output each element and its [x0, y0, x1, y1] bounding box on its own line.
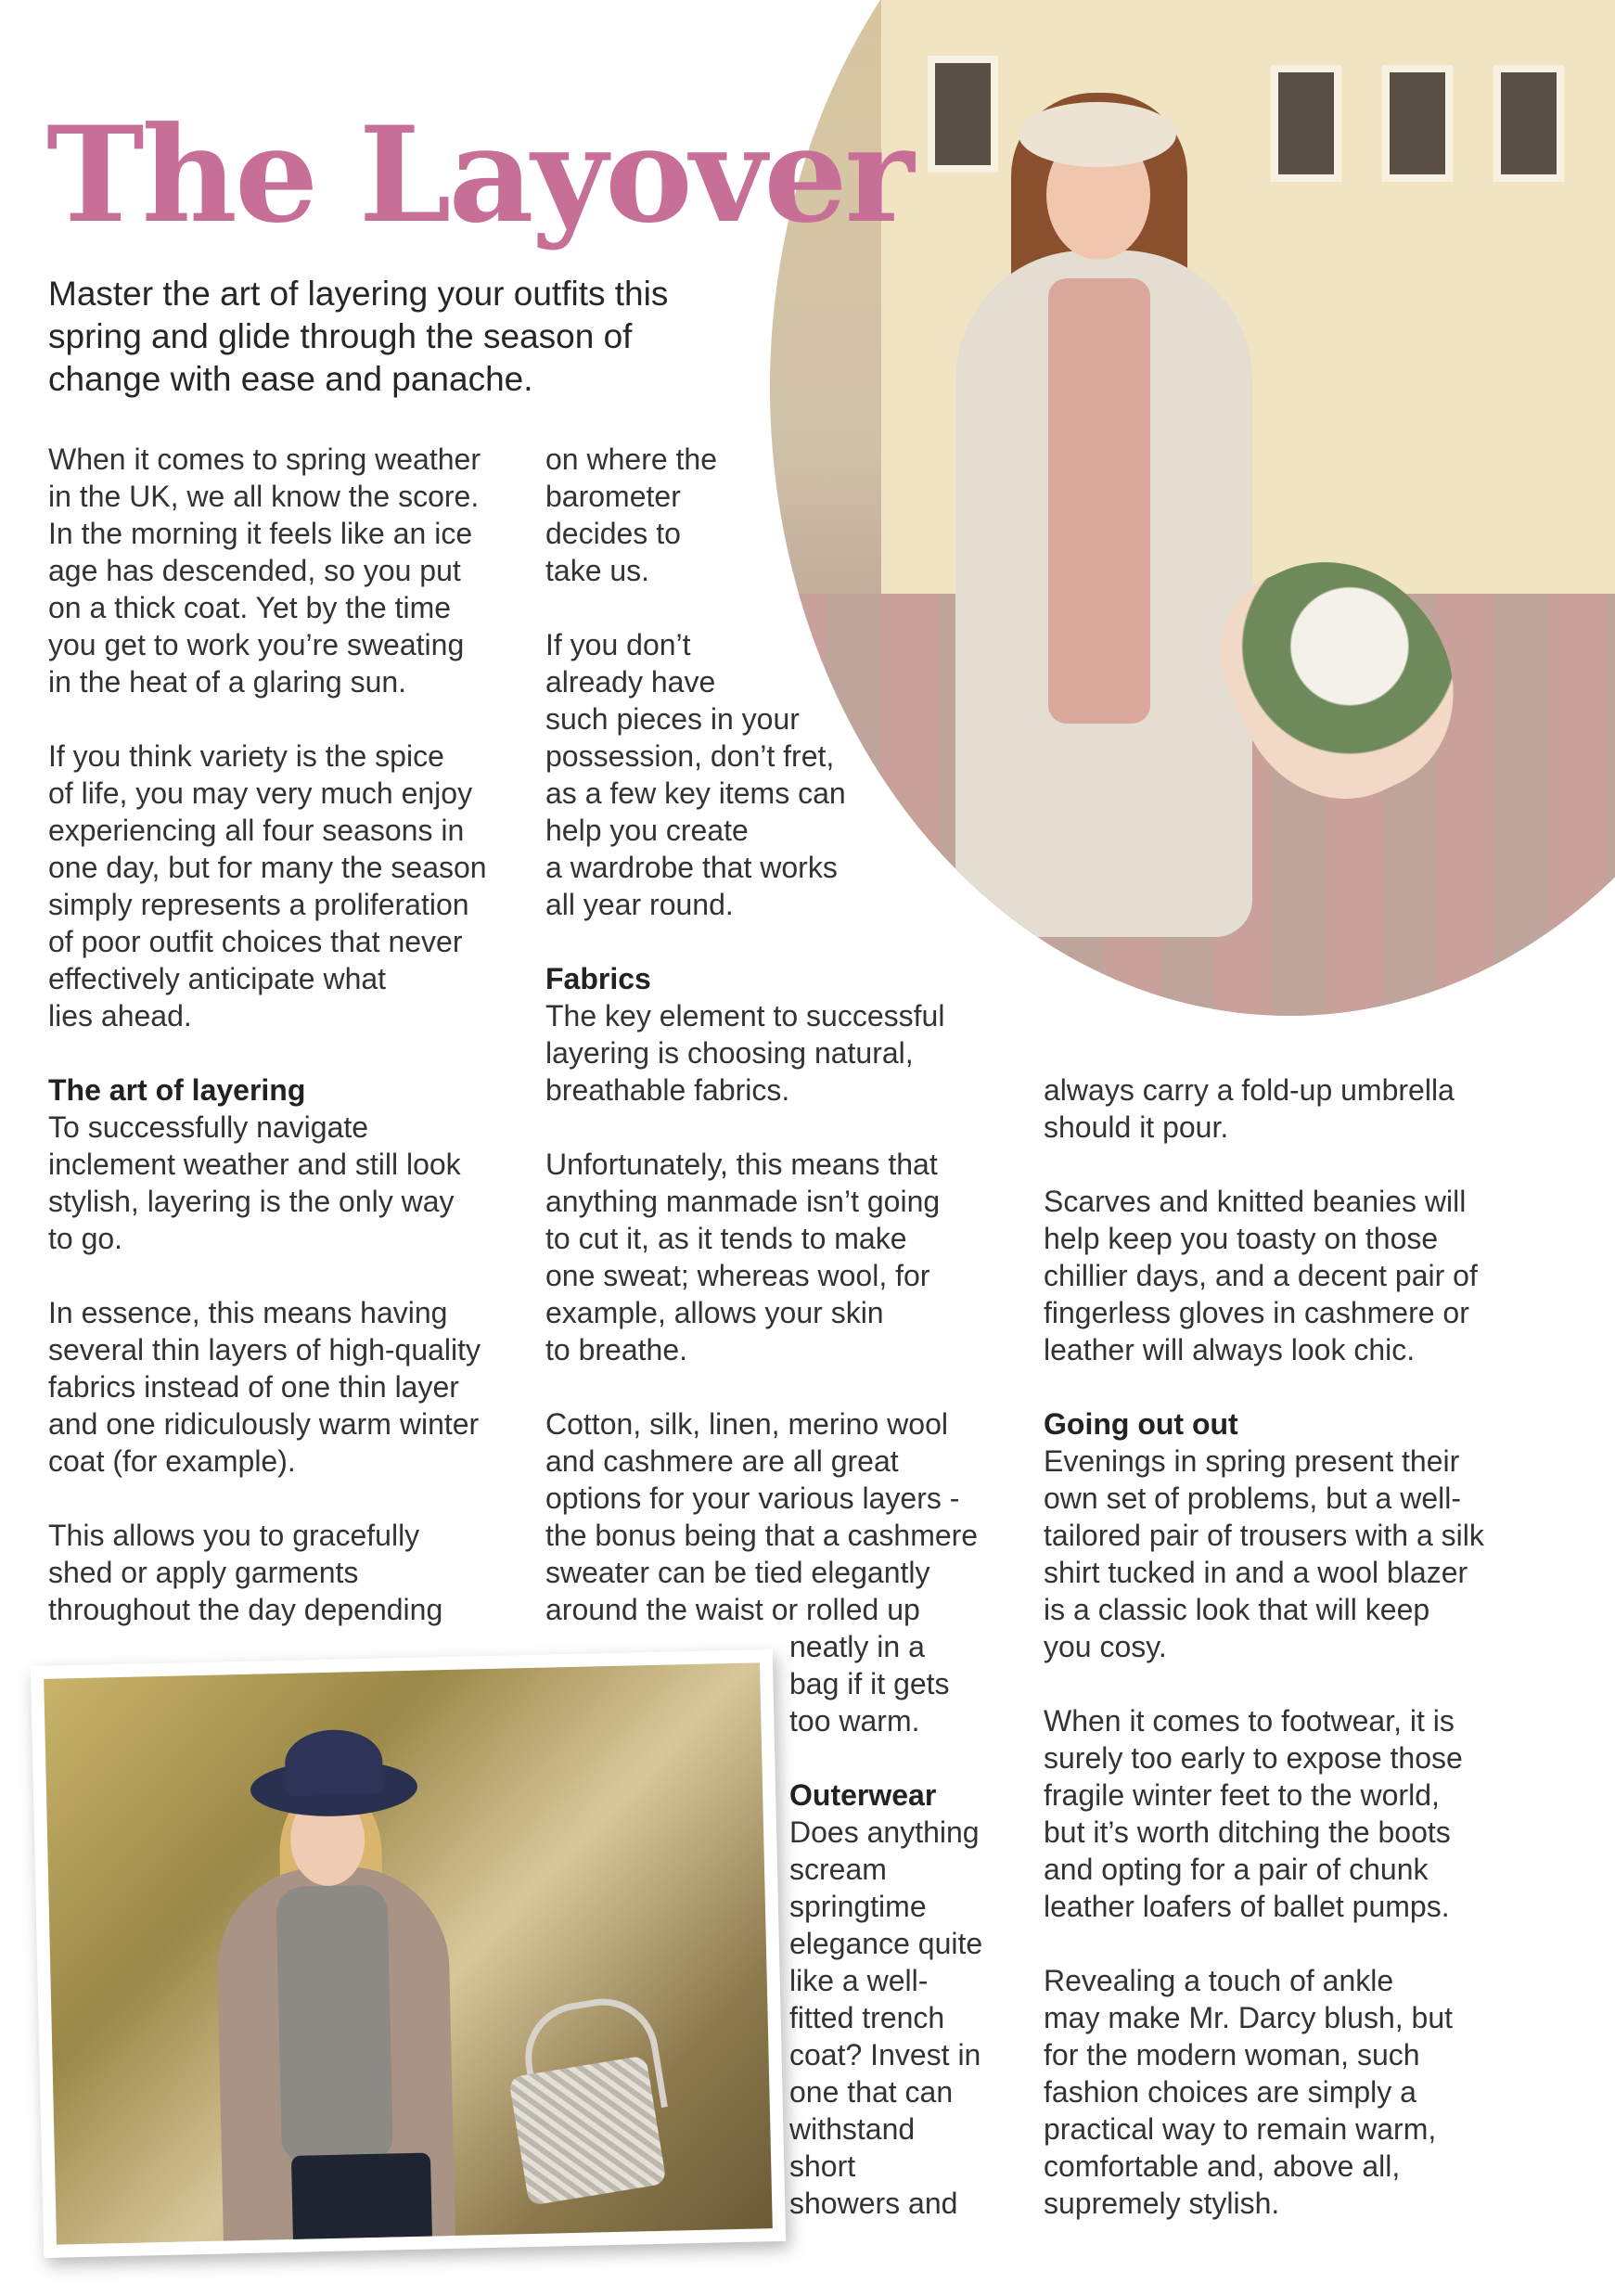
column-1	[48, 441, 531, 1665]
text-line: shirt tucked in and a wool blazer	[1044, 1556, 1468, 1589]
text-line: Unfortunately, this means that	[545, 1148, 938, 1181]
article-title: The Layover	[46, 98, 912, 252]
woman-shirt	[1048, 278, 1150, 724]
beret	[1019, 102, 1176, 167]
section-heading: Going out out	[1044, 1407, 1238, 1441]
text-line: to breathe.	[545, 1333, 687, 1366]
column-2	[545, 441, 1028, 1665]
text-line: coat (for example).	[48, 1444, 296, 1478]
text-line: you cosy.	[1044, 1630, 1167, 1663]
paragraph	[1044, 1962, 1582, 2222]
text-line: In the morning it feels like an ice	[48, 517, 473, 550]
text-line: in the heat of a glaring sun.	[48, 665, 407, 699]
text-line: Cotton, silk, linen, merino wool	[545, 1407, 948, 1441]
trousers	[291, 2153, 433, 2245]
text-line: to go.	[48, 1222, 123, 1255]
sweater	[276, 1884, 393, 2165]
text-line: for the modern woman, such	[1044, 2038, 1420, 2072]
text-line: help you create	[545, 814, 749, 847]
text-line: anything manmade isn’t going	[545, 1185, 941, 1218]
paragraph	[1044, 1183, 1582, 1368]
text-line: withstand	[789, 2112, 916, 2146]
text-line: In essence, this means having	[48, 1296, 448, 1329]
text-line: inclement weather and still look	[48, 1148, 461, 1181]
standfirst-line: Master the art of layering your outfits this	[48, 275, 669, 313]
text-line: of life, you may very much enjoy	[48, 776, 473, 810]
text-line: Scarves and knitted beanies will	[1044, 1185, 1467, 1218]
text-line: throughout the day depending	[48, 1593, 443, 1626]
text-line: in the UK, we all know the score.	[48, 480, 480, 513]
column-3	[1044, 1071, 1582, 2259]
text-line: too warm.	[789, 1704, 920, 1738]
text-line: the bonus being that a cashmere	[545, 1519, 979, 1552]
text-line: stylish, layering is the only way	[48, 1185, 455, 1218]
text-line: on a thick coat. Yet by the time	[48, 591, 452, 624]
text-line: such pieces in your	[545, 702, 800, 736]
text-line: help keep you toasty on those	[1044, 1222, 1439, 1255]
text-line: and cashmere are all great	[545, 1444, 899, 1478]
text-line: to cut it, as it tends to make	[545, 1222, 907, 1255]
text-line: surely too early to expose those	[1044, 1741, 1463, 1775]
text-line: Does anything	[789, 1815, 980, 1849]
text-line: possession, don’t fret,	[545, 739, 835, 773]
text-line: fabrics instead of one thin layer	[48, 1370, 459, 1404]
text-line: Evenings in spring present their	[1044, 1444, 1460, 1478]
text-line: breathable fabrics.	[545, 1073, 790, 1107]
text-line: options for your various layers -	[545, 1481, 960, 1515]
standfirst-line: spring and glide through the season of	[48, 317, 633, 355]
text-line: chillier days, and a decent pair of	[1044, 1259, 1478, 1292]
paragraph	[48, 1294, 531, 1480]
text-line: age has descended, so you put	[48, 554, 461, 587]
text-line: The key element to successful	[545, 999, 945, 1033]
text-line: as a few key items can	[545, 776, 846, 810]
text-line: practical way to remain warm,	[1044, 2112, 1437, 2146]
text-line: decides to	[545, 517, 681, 550]
text-line: coat? Invest in	[789, 2038, 981, 2072]
text-line: barometer	[545, 480, 681, 513]
text-line: springtime	[789, 1890, 927, 1923]
text-line: neatly in a	[789, 1630, 925, 1663]
paragraph	[48, 441, 531, 700]
text-line: own set of problems, but a well-	[1044, 1481, 1461, 1515]
window	[1493, 65, 1564, 182]
window	[1271, 65, 1341, 182]
text-line: If you think variety is the spice	[48, 739, 444, 773]
text-line: shed or apply garments	[48, 1556, 359, 1589]
text-line: fingerless gloves in cashmere or	[1044, 1296, 1469, 1329]
text-line: simply represents a proliferation	[48, 888, 469, 921]
trench-coat-photo	[31, 1649, 786, 2258]
section-heading: The art of layering	[48, 1073, 306, 1107]
paragraph	[789, 1814, 1012, 2222]
paragraph	[1044, 1702, 1582, 1925]
text-line: fragile winter feet to the world,	[1044, 1778, 1440, 1812]
text-line: Revealing a touch of ankle	[1044, 1964, 1394, 1997]
text-line: scream	[789, 1853, 887, 1886]
text-line: is a classic look that will keep	[1044, 1593, 1430, 1626]
paragraph	[1044, 1443, 1582, 1665]
text-line: on where the	[545, 443, 718, 476]
text-line: effectively anticipate what	[48, 962, 387, 995]
paragraph	[48, 1517, 531, 1628]
standfirst-line: change with ease and panache.	[48, 360, 533, 398]
text-line: but it’s worth ditching the boots	[1044, 1815, 1451, 1849]
text-line: leather will always look chic.	[1044, 1333, 1416, 1366]
text-line: a wardrobe that works	[545, 851, 838, 884]
text-line: lies ahead.	[48, 999, 192, 1033]
text-line: should it pour.	[1044, 1110, 1229, 1144]
basket	[508, 2055, 667, 2205]
text-line: all year round.	[545, 888, 734, 921]
text-line: and opting for a pair of chunk	[1044, 1853, 1429, 1886]
text-line: comfortable and, above all,	[1044, 2149, 1401, 2183]
text-line: sweater can be tied elegantly	[545, 1556, 930, 1589]
text-line: leather loafers of ballet pumps.	[1044, 1890, 1450, 1923]
text-line: already have	[545, 665, 716, 699]
text-line: one sweat; whereas wool, for	[545, 1259, 930, 1292]
hat-crown	[285, 1729, 384, 1796]
paragraph	[545, 1405, 1028, 1628]
text-line: of poor outfit choices that never	[48, 925, 463, 958]
photo-image	[44, 1662, 773, 2244]
text-line: To successfully navigate	[48, 1110, 369, 1144]
text-line: like a well-	[789, 1964, 929, 1997]
text-line: bag if it gets	[789, 1667, 950, 1700]
text-line: fitted trench	[789, 2001, 945, 2034]
text-line: tailored pair of trousers with a silk	[1044, 1519, 1484, 1552]
standfirst	[48, 273, 753, 401]
text-line: If you don’t	[545, 628, 691, 661]
section-heading: Fabrics	[545, 962, 651, 995]
text-line: one that can	[789, 2075, 954, 2109]
window	[928, 56, 998, 173]
paragraph	[48, 1109, 531, 1257]
text-line: may make Mr. Darcy blush, but	[1044, 2001, 1454, 2034]
text-line: short	[789, 2149, 856, 2183]
column-2-continued	[789, 1628, 1012, 2259]
text-line: you get to work you’re sweating	[48, 628, 465, 661]
paragraph	[545, 626, 1028, 923]
paragraph	[1044, 1071, 1582, 1146]
window	[1382, 65, 1453, 182]
paragraph	[545, 997, 1028, 1109]
text-line: experiencing all four seasons in	[48, 814, 465, 847]
text-line: elegance quite	[789, 1927, 983, 1960]
text-line: layering is choosing natural,	[545, 1036, 914, 1070]
section-heading: Outerwear	[789, 1778, 937, 1812]
paragraph	[545, 1146, 1028, 1368]
text-line: always carry a fold-up umbrella	[1044, 1073, 1455, 1107]
paragraph	[48, 738, 531, 1034]
text-line: showers and	[789, 2187, 958, 2220]
text-line: take us.	[545, 554, 650, 587]
text-line: one day, but for many the season	[48, 851, 487, 884]
paragraph	[789, 1628, 1012, 1739]
text-line: and one ridiculously warm winter	[48, 1407, 480, 1441]
text-line: around the waist or rolled up	[545, 1593, 920, 1626]
text-line: example, allows your skin	[545, 1296, 884, 1329]
text-line: When it comes to footwear, it is	[1044, 1704, 1455, 1738]
text-line: When it comes to spring weather	[48, 443, 481, 476]
text-line: supremely stylish.	[1044, 2187, 1280, 2220]
paragraph	[545, 441, 1028, 589]
text-line: several thin layers of high-quality	[48, 1333, 481, 1366]
text-line: fashion choices are simply a	[1044, 2075, 1416, 2109]
text-line: This allows you to gracefully	[48, 1519, 420, 1552]
